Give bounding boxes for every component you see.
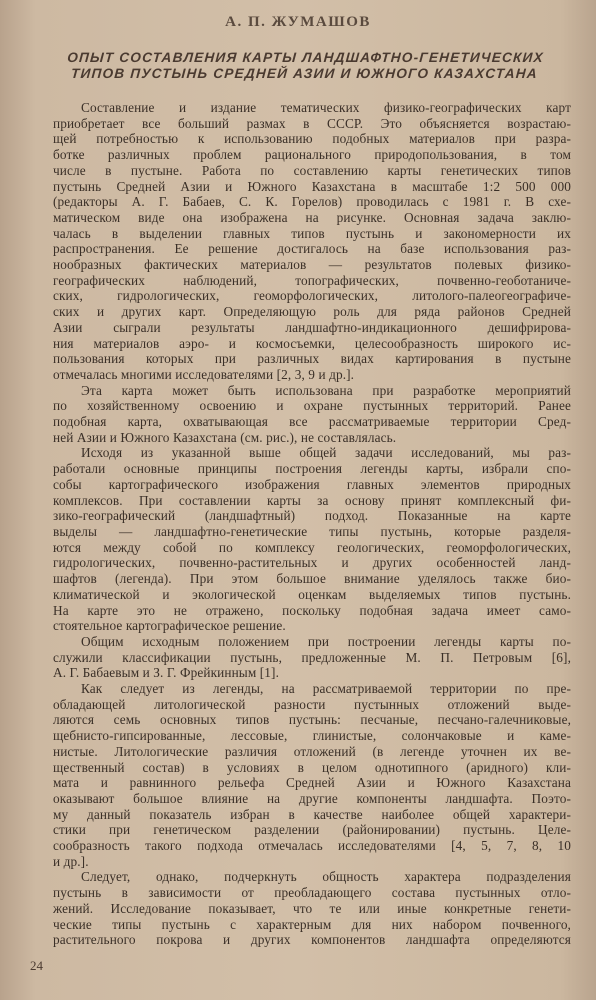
text-line: ских и других карт. Определяющую роль для ряда районов Средней (53, 304, 571, 320)
text-line: ских, гидрологических, геоморфологических, литолого-палеогеографиче- (53, 288, 571, 304)
text-line: обладающей литологической разности пустынных отложений выде- (53, 696, 571, 712)
text-line: Исходя из указанной выше общей задачи исследований, мы раз- (81, 445, 571, 461)
text-line: Эта карта может быть использована при разработке мероприятий (81, 382, 571, 398)
text-line: жений. Исследование показывает, что те или иные конкретные генети- (53, 900, 571, 916)
text-line: А. Г. Бабаевым и З. Г. Фрейкинным [1]. (53, 665, 280, 681)
text-line: ния материалов аэро- и космосъемки, целесообразность широкого ис- (53, 335, 571, 351)
article-title-line-2: ТИПОВ ПУСТЫНЬ СРЕДНЕЙ АЗИИ И ЮЖНОГО КАЗАХСТАНА (70, 66, 539, 81)
text-line: ляются семь основных типов пустынь: песчаные, песчано-галечниковые, (53, 712, 571, 728)
text-line: и др.]. (53, 853, 89, 869)
text-line: Как следует из легенды, на рассматриваемой территории по пре- (81, 681, 571, 697)
text-line: гидрологических, почвенно-растительных и других особенностей ланд- (53, 555, 571, 571)
text-line: оказывают большое влияние на другие компоненты ландшафта. Поэто- (53, 790, 571, 806)
text-line: нистые. Литологические различия отложений (в легенде уточнен их ве- (53, 743, 571, 759)
article-body (53, 100, 571, 948)
text-line: щей потребностью к использованию подобных материалов при разра- (53, 131, 571, 147)
text-line: служили классификации пустынь, предложенные М. П. Петровым [6], (53, 649, 571, 665)
text-line: Составление и издание тематических физико-географических карт (81, 100, 571, 115)
text-line: сообразность такого подхода отмечалась исследователями [4, 5, 7, 8, 10 (53, 838, 571, 854)
text-line: На карте это не отражено, поскольку подобная задача имеет само- (53, 602, 571, 618)
article-title (39, 50, 571, 82)
text-line: ботке различных проблем рационального природопользования, в том (53, 147, 571, 163)
text-line: мата и равнинного рельефа Средней Азии и Южного Казахстана (53, 775, 571, 791)
text-line: растительного покрова и других компонентов ландшафта определяются (53, 932, 571, 948)
text-line: чалась в выделении главных типов пустынь и закономерности их (53, 225, 571, 241)
text-line: комплексов. При составлении карты за основу принят комплексный фи- (53, 492, 571, 508)
text-line: выделы — ландшафтно-генетические типы пустынь, которые разделя- (53, 523, 571, 539)
text-line: климатической и экологической оценкам выделяемых типов пустынь. (53, 586, 571, 602)
text-line: собы картографического изображения главных элементов природных (53, 476, 571, 492)
text-line: пустынь Средней Азии и Южного Казахстана в масштабе 1:2 500 000 (53, 178, 571, 194)
text-line: щебнисто-гипсированные, лессовые, глинистые, солончаковые и каме- (53, 728, 571, 744)
text-line: Азии сыграли результаты ландшафтно-индикационного дешифрирова- (53, 319, 571, 335)
text-line: отмечалась многими исследователями [2, 3, 9 и др.]. (53, 366, 355, 382)
text-line: ней Азии и Южного Казахстана (см. рис.), не составлялась. (53, 429, 397, 445)
text-line: подобная карта, охватывающая все рассматриваемые территории Сред- (53, 414, 571, 430)
text-line: нообразных фактических материалов — результатов полевых физико- (53, 257, 571, 273)
text-line: работали основные принципы построения легенды карты, избрали спо- (53, 461, 571, 477)
text-line: матическом виде она изображена на рисунке. Основная задача заклю- (53, 209, 571, 225)
text-line: по хозяйственному освоению и охране пустынных территорий. Ранее (53, 398, 571, 414)
text-line: распространения. Ее решение достигалось на базе использования раз- (53, 241, 571, 257)
text-line: Следует, однако, подчеркнуть общность характера подразделения (81, 869, 571, 885)
text-line: шафтов (легенда). При этом большое внимание уделялось также био- (53, 571, 571, 587)
text-line: Общим исходным положением при построении легенды карты по- (81, 633, 571, 649)
text-line: му данный показатель избран в качестве наиболее общей характери- (53, 806, 571, 822)
page-number: 24 (30, 958, 43, 973)
text-line: щественный состав) в условиях в целом однотипного (аридного) кли- (53, 759, 571, 775)
text-line: стоятельное картографическое решение. (53, 618, 286, 634)
text-line: приобретает все больший размах в СССР. Это объясняется возрастаю- (53, 115, 571, 131)
text-line: зико-географический (ландшафтный) подход. Показанные на карте (53, 508, 571, 524)
text-line: пользования которых при различных видах картирования в пустыне (53, 351, 571, 367)
article-title-line-1: ОПЫТ СОСТАВЛЕНИЯ КАРТЫ ЛАНДШАФТНО-ГЕНЕТИЧЕСКИХ (66, 50, 545, 65)
text-line: (редакторы А. Г. Бабаев, С. К. Горелов) проводилась с 1981 г. В схе- (53, 194, 571, 210)
text-line: ются между собой по комплексу геологических, геоморфологических, (53, 539, 571, 555)
text-line: числе в пустыне. Работа по составлению карты генетических типов (53, 162, 571, 178)
text-line: географических наблюдений, топографических, почвенно-геоботаниче- (53, 272, 571, 288)
text-line: пустынь в зависимости от преобладающего состава пустынных отло- (53, 885, 571, 901)
author-header: А. П. ЖУМАШОВ (225, 14, 371, 30)
text-line: ческие типы пустынь с характерным для них набором почвенного, (53, 916, 571, 932)
text-line: стики при генетическом разделении (районировании) пустынь. Целе- (53, 822, 571, 838)
